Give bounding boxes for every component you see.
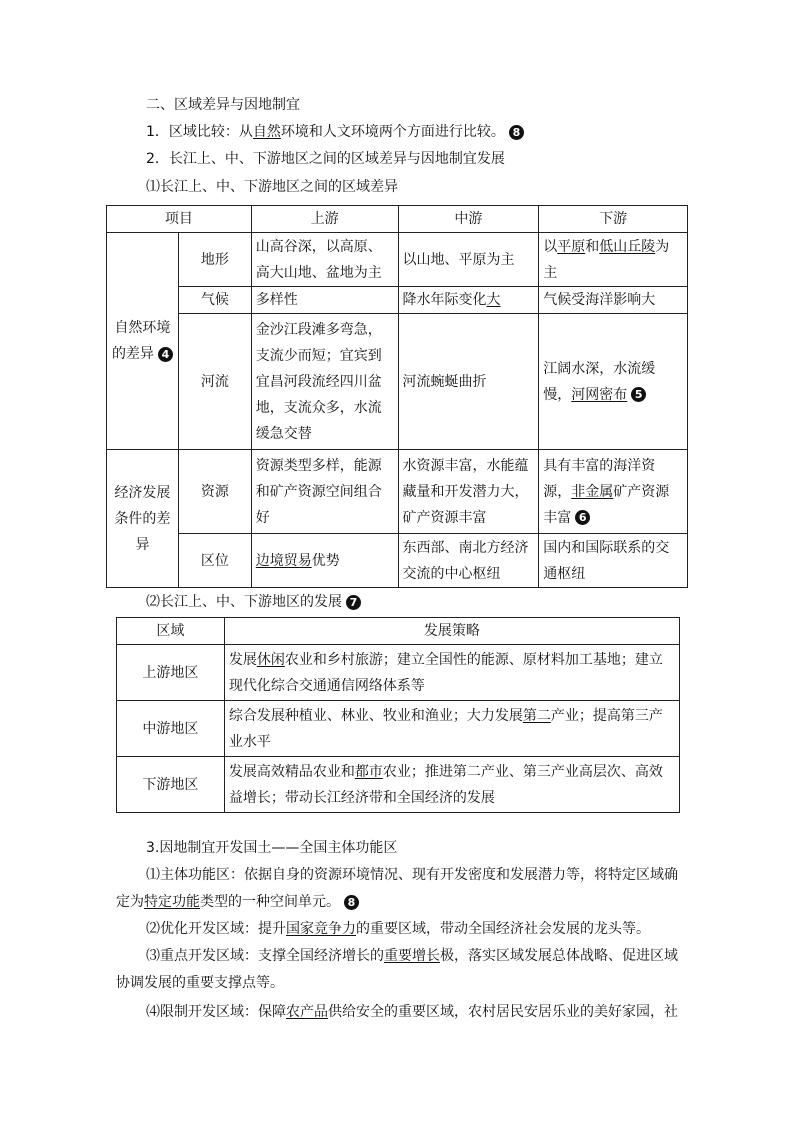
climate-up: 多样性 [251, 287, 398, 314]
region-mid: 中游地区 [117, 701, 225, 757]
item-1-post: 环境和人文环境两个方面进行比较。 [280, 124, 505, 140]
river-down: 江阔水深，水流缓慢，河网密布 5 [539, 314, 688, 450]
location-up: 边境贸易优势 [251, 534, 398, 588]
table2-header-strategy: 发展策略 [224, 618, 679, 645]
circled-number-icon: 6 [575, 510, 590, 525]
resource-up: 资源类型多样，能源和矿产资源空间组合好 [251, 450, 398, 534]
para-4: ⑷限制开发区域：保障农产品供给安全的重要区域，农村居民安居乐业的美好家园，社 [146, 1004, 678, 1020]
resource-mid: 水资源丰富，水能蕴藏量和开发潜力大，矿产资源丰富 [398, 450, 539, 534]
para-1-line-2: 定为特定功能类型的一种空间单元。 8 [116, 892, 359, 912]
strategy-up: 发展休闲农业和乡村旅游；建立全国性的能源、原材料加工基地；建立现代化综合交通通信网络体系等 [224, 645, 679, 701]
para-2: ⑵优化开发区域：提升国家竞争力的重要区域，带动全国经济社会发展的龙头等。 [146, 921, 650, 937]
resource-label: 资源 [178, 450, 251, 534]
section-heading: 二、区域差异与因地制宜 [146, 97, 300, 113]
econ-group-cell: 经济发展条件的差异 [107, 450, 179, 588]
development-table [116, 617, 680, 813]
item-1 [146, 122, 524, 142]
terrain-down: 以平原和低山丘陵为主 [539, 233, 688, 287]
strategy-mid: 综合发展种植业、林业、牧业和渔业；大力发展第二产业；提高第三产业水平 [224, 701, 679, 757]
circled-number-icon: 5 [631, 387, 646, 402]
circled-number-icon: 8 [509, 125, 524, 140]
sub-1: ⑴长江上、中、下游地区之间的区域差异 [146, 179, 398, 195]
natural-group-cell [107, 233, 179, 450]
table1-header-mid: 中游 [398, 206, 539, 233]
climate-down: 气候受海洋影响大 [539, 287, 688, 314]
river-mid: 河流蜿蜒曲折 [398, 314, 539, 450]
region-down: 下游地区 [117, 757, 225, 813]
sub-2: ⑵长江上、中、下游地区的发展 7 [146, 592, 361, 612]
table1-header-up: 上游 [251, 206, 398, 233]
region-up: 上游地区 [117, 645, 225, 701]
para-3-line-1: ⑶重点开发区域：支撑全国经济增长的重要增长极，落实区域发展总体战略、促进区域 [146, 948, 678, 964]
strategy-down: 发展高效精品农业和都市农业；推进第二产业、第三产业高层次、高效益增长；带动长江经济带和全国经济的发展 [224, 757, 679, 813]
river-up: 金沙江段滩多弯急，支流少而短；宜宾到宜昌河段流经四川盆地，支流众多，水流缓急交替 [251, 314, 398, 450]
location-label: 区位 [178, 534, 251, 588]
climate-label: 气候 [178, 287, 251, 314]
table2-header-region: 区域 [117, 618, 225, 645]
item-3: 3.因地制宜开发国土——全国主体功能区 [146, 840, 398, 856]
circled-number-icon: 8 [344, 895, 359, 910]
para-1-line-1: ⑴主体功能区：依据自身的资源环境情况、现有开发密度和发展潜力等，将特定区域确 [146, 867, 678, 883]
location-down: 国内和国际联系的交通枢纽 [539, 534, 688, 588]
circled-number-icon: 7 [346, 595, 361, 610]
para-3-line-2: 协调发展的重要支撑点等。 [116, 975, 284, 991]
river-label: 河流 [178, 314, 251, 450]
terrain-up: 山高谷深，以高原、高大山地、盆地为主 [251, 233, 398, 287]
table1-header-item: 项目 [107, 206, 252, 233]
terrain-mid: 以山地、平原为主 [398, 233, 539, 287]
item-1-underline: 自然 [252, 124, 281, 140]
region-difference-table [106, 205, 688, 588]
climate-mid: 降水年际变化大 [398, 287, 539, 314]
natural-group-label: 自然环境的差异 [111, 320, 171, 362]
location-mid: 东西部、南北方经济交流的中心枢纽 [398, 534, 539, 588]
item-1-pre: 1．区域比较：从 [146, 124, 253, 140]
circled-number-icon: 4 [158, 347, 173, 362]
table1-header-down: 下游 [539, 206, 688, 233]
resource-down: 具有丰富的海洋资源，非金属矿产资源丰富 6 [539, 450, 688, 534]
item-2: 2．长江上、中、下游地区之间的区域差异与因地制宜发展 [146, 151, 505, 167]
terrain-label: 地形 [178, 233, 251, 287]
